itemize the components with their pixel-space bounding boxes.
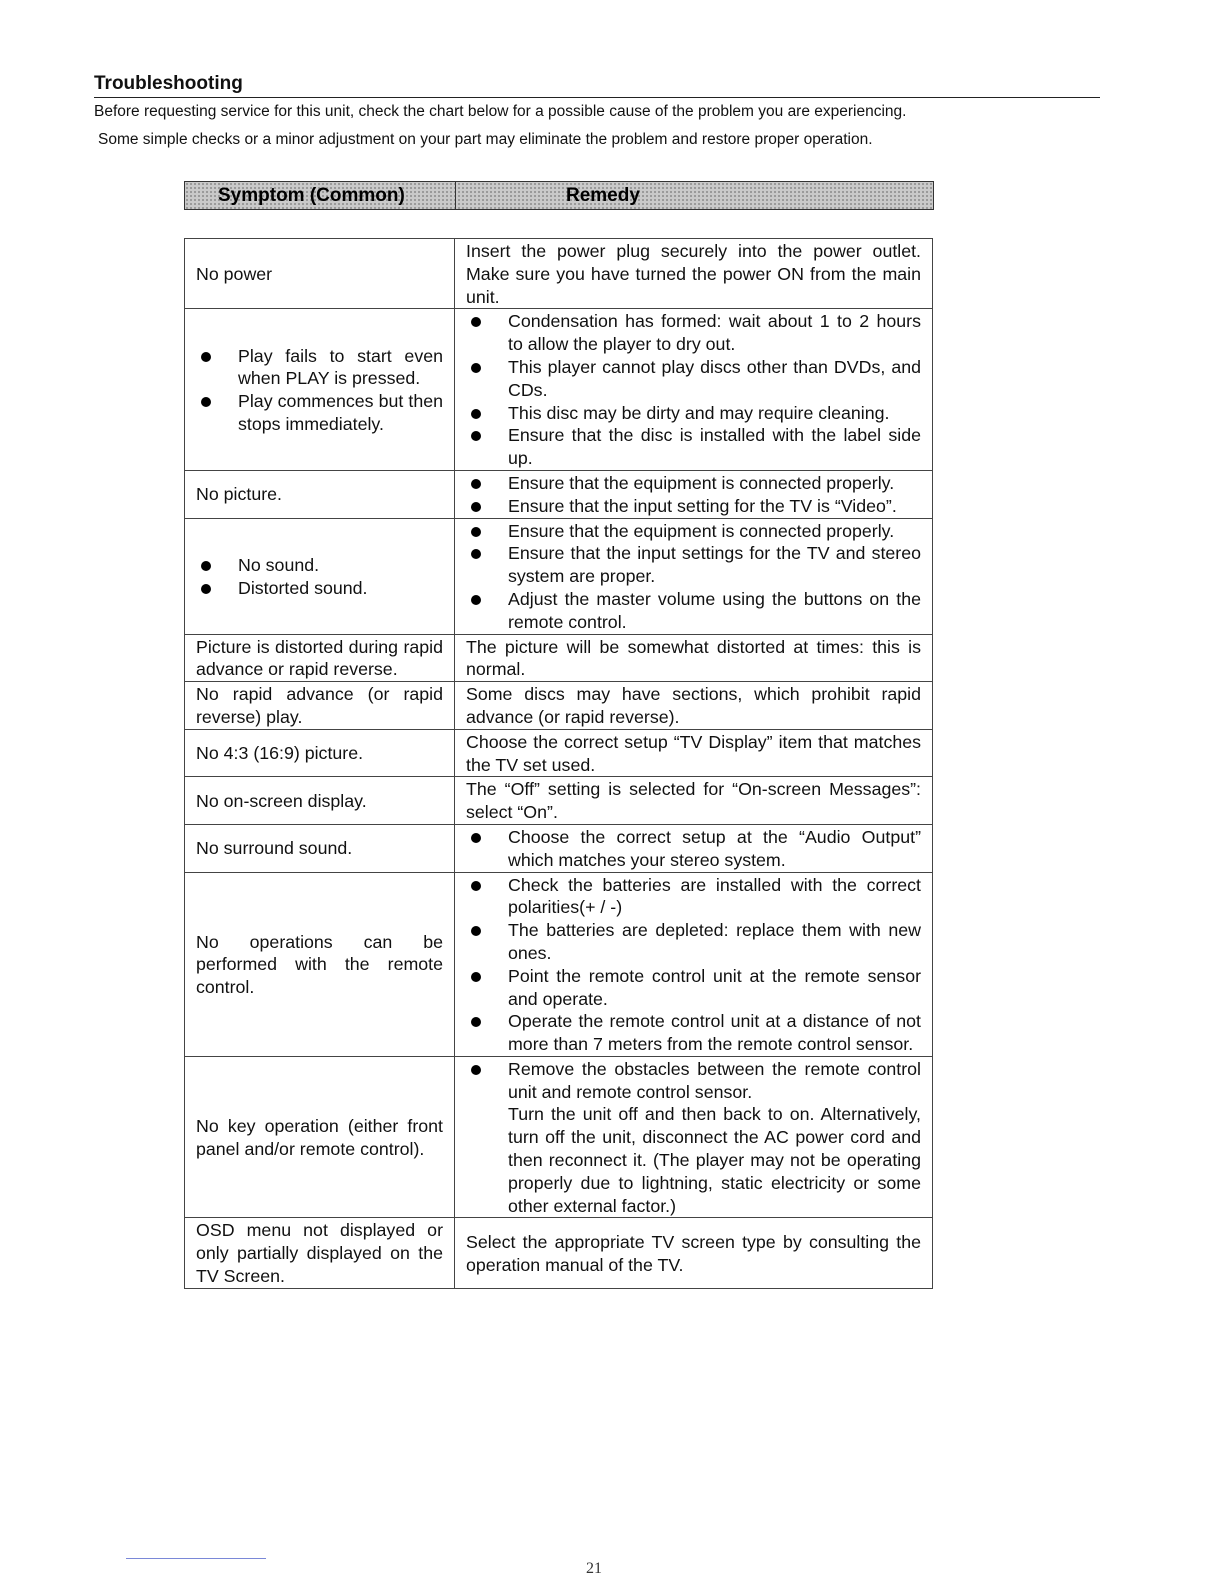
remedy-cell (455, 470, 933, 518)
header-divider (455, 182, 456, 209)
remedy-bullet: Ensure that the disc is installed with the label side up. (466, 424, 921, 470)
symptom-text: No picture. (196, 484, 282, 505)
remedy-bullet: Adjust the master volume using the buttons on the remote control. (466, 588, 921, 634)
symptom-text: No power (196, 263, 273, 284)
bullet-icon (471, 479, 481, 489)
table-row (185, 518, 933, 634)
symptom-text: Picture is distorted during rapid advance or rapid reverse. (196, 636, 443, 680)
remedy-text: The picture will be somewhat distorted at times: this is normal. (466, 636, 921, 680)
table-row (185, 1218, 933, 1288)
bullet-icon (471, 1017, 481, 1027)
header-symptom: Symptom (Common) (218, 185, 405, 206)
symptom-bullet: Play fails to start even when PLAY is pressed. (196, 345, 443, 391)
symptom-cell (185, 729, 455, 777)
symptom-cell (185, 1056, 455, 1218)
remedy-text: The “Off” setting is selected for “On-screen Messages”: select “On”. (466, 779, 921, 823)
remedy-cell (455, 239, 933, 309)
symptom-cell (185, 1218, 455, 1288)
symptom-cell (185, 777, 455, 825)
symptom-cell (185, 682, 455, 730)
remedy-cell (455, 729, 933, 777)
remedy-bullet: Operate the remote control unit at a distance of not more than 7 meters from the remote control sensor. (466, 1010, 921, 1056)
remedy-cell (455, 518, 933, 634)
troubleshooting-table (184, 238, 933, 1289)
symptom-text: No on-screen display. (196, 790, 367, 811)
table-row (185, 1056, 933, 1218)
footer-rule (126, 1558, 266, 1559)
symptom-text: No operations can be performed with the remote control. (196, 931, 443, 998)
remedy-bullet: Ensure that the equipment is connected properly. (466, 520, 921, 543)
intro-line-2: Some simple checks or a minor adjustment on your part may eliminate the problem and restore proper operation. (98, 131, 873, 148)
symptom-bullet: No sound. (196, 554, 443, 577)
remedy-bullet: The batteries are depleted: replace them with new ones. (466, 919, 921, 965)
remedy-text: Choose the correct setup “TV Display” item that matches the TV set used. (466, 731, 921, 775)
remedy-cell (455, 824, 933, 872)
table-row (185, 239, 933, 309)
remedy-continuation: Turn the unit off and then back to on. Alternatively, turn off the unit, disconnect the AC power cord and then reconnect it. (The player may not be operating properly due to lightning, static electricity or some other external factor.) (508, 1104, 921, 1216)
header-remedy: Remedy (566, 185, 640, 206)
table-row (185, 309, 933, 471)
bullet-icon (471, 317, 481, 327)
table-row (185, 777, 933, 825)
remedy-bullet: Ensure that the equipment is connected properly. (466, 472, 921, 495)
symptom-cell (185, 239, 455, 309)
remedy-cell (455, 1218, 933, 1288)
remedy-cell (455, 682, 933, 730)
bullet-icon (201, 561, 211, 571)
bullet-icon (471, 926, 481, 936)
intro-line-1: Before requesting service for this unit, check the chart below for a possible cause of the problem you are experiencing. (94, 103, 907, 120)
bullet-icon (471, 431, 481, 441)
remedy-bullet: This player cannot play discs other than DVDs, and CDs. (466, 356, 921, 402)
bullet-icon (471, 363, 481, 373)
remedy-text: Some discs may have sections, which prohibit rapid advance (or rapid reverse). (466, 684, 921, 727)
remedy-cell (455, 634, 933, 682)
table-row (185, 634, 933, 682)
remedy-cell (455, 872, 933, 1056)
bullet-icon (471, 972, 481, 982)
table-row (185, 682, 933, 730)
bullet-icon (471, 549, 481, 559)
remedy-bullet: Choose the correct setup at the “Audio Output” which matches your stereo system. (466, 826, 921, 872)
page-number: 21 (586, 1560, 602, 1577)
bullet-icon (201, 584, 211, 594)
bullet-icon (471, 595, 481, 605)
bullet-icon (471, 502, 481, 512)
table-row (185, 872, 933, 1056)
symptom-cell (185, 309, 455, 471)
remedy-bullet: Check the batteries are installed with the correct polarities(+ / -) (466, 874, 921, 920)
symptom-text: OSD menu not displayed or only partially displayed on the TV Screen. (196, 1220, 443, 1287)
remedy-bullet: This disc may be dirty and may require cleaning. (466, 402, 921, 425)
symptom-cell (185, 872, 455, 1056)
bullet-icon (471, 409, 481, 419)
remedy-text: Select the appropriate TV screen type by consulting the operation manual of the TV. (466, 1231, 921, 1275)
table-row (185, 824, 933, 872)
table-header-bar (184, 181, 934, 210)
bullet-icon (201, 352, 211, 362)
symptom-bullet: Play commences but then stops immediately. (196, 390, 443, 436)
symptom-bullet: Distorted sound. (196, 577, 443, 600)
remedy-cell (455, 777, 933, 825)
bullet-icon (471, 1065, 481, 1075)
remedy-bullet: Point the remote control unit at the remote sensor and operate. (466, 965, 921, 1011)
remedy-cell (455, 309, 933, 471)
remedy-bullet: Ensure that the input setting for the TV is “Video”. (466, 495, 921, 518)
title-underline (94, 97, 1100, 98)
symptom-cell (185, 824, 455, 872)
remedy-bullet: Ensure that the input settings for the TV and stereo system are proper. (466, 542, 921, 588)
bullet-icon (471, 881, 481, 891)
page-title: Troubleshooting (94, 73, 243, 94)
remedy-bullet: Remove the obstacles between the remote control unit and remote control sensor. (466, 1058, 921, 1104)
remedy-cell (455, 1056, 933, 1218)
remedy-text: Insert the power plug securely into the power outlet. Make sure you have turned the power ON from the main unit. (466, 241, 921, 307)
table-row (185, 729, 933, 777)
table-row (185, 470, 933, 518)
bullet-icon (201, 397, 211, 407)
symptom-cell (185, 470, 455, 518)
symptom-text: No 4:3 (16:9) picture. (196, 743, 364, 764)
remedy-bullet: Condensation has formed: wait about 1 to 2 hours to allow the player to dry out. (466, 310, 921, 356)
symptom-cell (185, 518, 455, 634)
symptom-cell (185, 634, 455, 682)
bullet-icon (471, 527, 481, 537)
symptom-text: No rapid advance (or rapid reverse) play. (196, 684, 443, 727)
symptom-text: No surround sound. (196, 838, 353, 859)
symptom-text: No key operation (either front panel and/or remote control). (196, 1115, 443, 1159)
bullet-icon (471, 833, 481, 843)
